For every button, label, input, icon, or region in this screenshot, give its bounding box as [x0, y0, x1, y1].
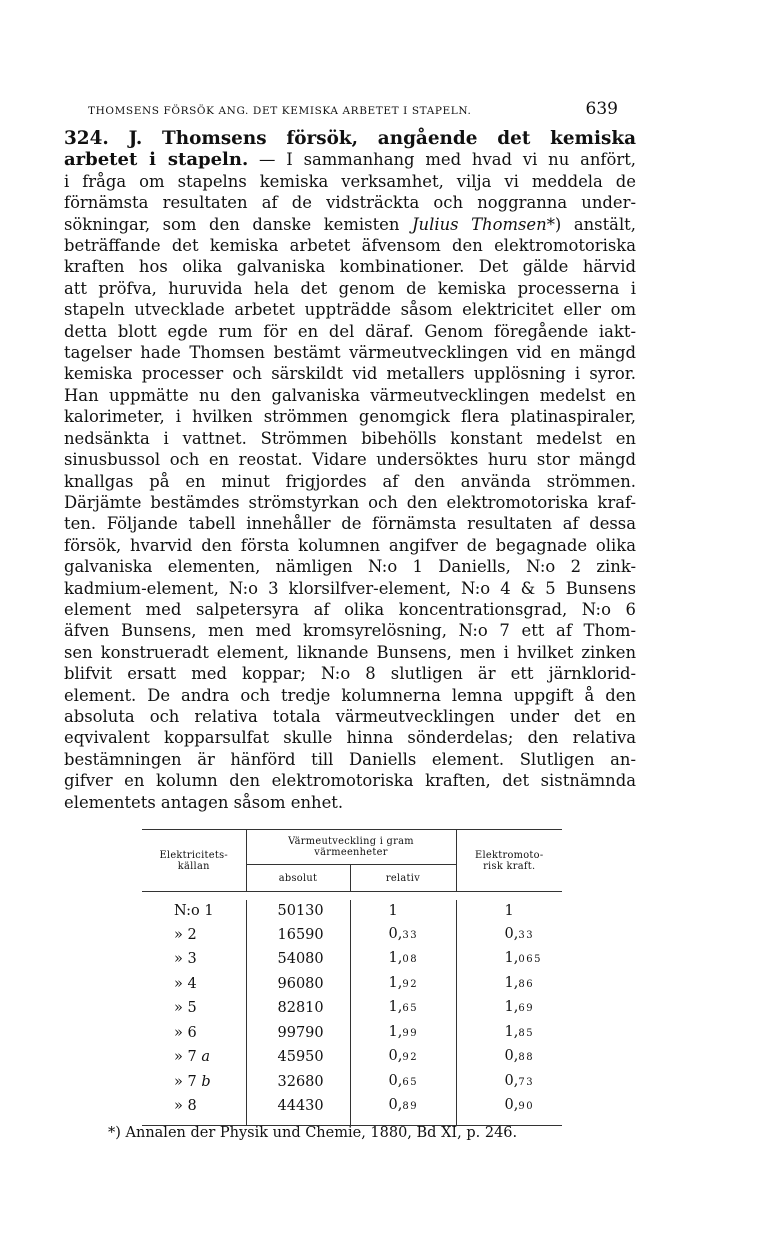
paragraph-line: knallgas på en minut frigjordes af den använda strömmen. — [64, 471, 636, 491]
header-relative: relativ — [350, 865, 456, 892]
source-cell: » 2 — [174, 926, 197, 943]
table-row — [142, 996, 562, 1021]
source-cell: » 4 — [174, 975, 197, 992]
source-cell: » 5 — [174, 1000, 197, 1016]
paragraph-line: element. De andra och tredje kolumnerna lemna uppgift å den — [64, 685, 636, 705]
emf-cell: 0,90 — [456, 1094, 562, 1119]
table-row — [142, 1070, 562, 1095]
relative-cell: 0,89 — [350, 1094, 456, 1119]
source-cell: » 8 — [174, 1098, 197, 1114]
source-cell: » 6 — [174, 1024, 197, 1041]
paragraph-line: absoluta och relativa totala värmeutvecklingen under det en — [64, 706, 636, 726]
emf-cell: 1,69 — [456, 996, 562, 1021]
absolute-cell: 82810 — [246, 996, 350, 1021]
source-cell: » 7 a — [174, 1049, 210, 1065]
absolute-cell: 50130 — [246, 900, 350, 923]
header-absolute: absolut — [246, 865, 350, 892]
table-body — [142, 900, 562, 1125]
relative-cell: 0,92 — [350, 1045, 456, 1070]
body-text — [64, 128, 636, 813]
header-heat: Värmeutveckling i gram värmeenheter — [246, 830, 456, 865]
source-cell: » 7 b — [174, 1073, 211, 1090]
relative-cell: 0,33 — [350, 923, 456, 948]
paragraph-line: kraften hos olika galvaniska kombinationer. Det gälde härvid — [64, 257, 636, 277]
paragraph-line: arbetet i stapeln. — I sammanhang med hvad vi nu anfört, — [64, 149, 636, 171]
relative-cell: 1,99 — [350, 1021, 456, 1046]
footnote: *) Annalen der Physik und Chemie, 1880, Bd XI, p. 246. — [108, 1125, 518, 1141]
paragraph-line: Därjämte bestämdes strömstyrkan och den elektromotoriska kraf- — [64, 492, 636, 512]
emf-cell: 1 — [456, 900, 562, 923]
absolute-cell: 44430 — [246, 1094, 350, 1119]
emf-cell: 0,88 — [456, 1045, 562, 1070]
section-heading — [64, 128, 636, 149]
source-cell: » 3 — [174, 951, 197, 967]
paragraph-line: sen konstrueradt element, liknande Bunsens, men i hvilket zinken — [64, 642, 636, 662]
paragraph-line: att pröfva, huruvida hela det genom de kemiska processerna i — [64, 278, 636, 298]
relative-cell: 1,08 — [350, 947, 456, 972]
running-title: THOMSENS FÖRSÖK ANG. DET KEMISKA ARBETET I STAPELN. — [88, 105, 472, 117]
paragraph-line: äfven Bunsens, men med kromsyrelösning, N:o 7 ett af Thom- — [64, 621, 636, 641]
page-number: 639 — [585, 99, 618, 119]
relative-cell: 1,65 — [350, 996, 456, 1021]
header-source: Elektricitets- källan — [142, 830, 246, 892]
table-row — [142, 923, 562, 948]
running-head — [88, 99, 618, 119]
emf-cell: 0,33 — [456, 923, 562, 948]
paragraph-line: ten. Följande tabell innehåller de förnämsta resultaten af dessa — [64, 514, 636, 534]
paragraph-line: förnämsta resultaten af de vidsträckta och noggranna under- — [64, 193, 636, 213]
paragraph-line: blifvit ersatt med koppar; N:o 8 slutligen är ett järnklorid- — [64, 664, 636, 684]
table-row — [142, 947, 562, 972]
paragraph-line: gifver en kolumn den elektromotoriska kraften, det sistnämnda — [64, 771, 636, 791]
paragraph-line: sinusbussol och en reostat. Vidare undersöktes huru stor mängd — [64, 450, 636, 470]
paragraph-line: sökningar, som den danske kemisten Julius Thomsen*) anstält, — [64, 214, 636, 234]
section-title-line2: arbetet i stapeln. — [64, 149, 249, 171]
header-emf: Elektromoto- risk kraft. — [456, 830, 562, 892]
paragraph-line: kadmium-element, N:o 3 klorsilfver-element, N:o 4 & 5 Bunsens — [64, 578, 636, 598]
absolute-cell: 45950 — [246, 1045, 350, 1070]
absolute-cell: 54080 — [246, 947, 350, 972]
section-number: 324. — [64, 128, 109, 149]
table-row — [142, 900, 562, 923]
paragraph-line: element med salpetersyra af olika koncentrationsgrad, N:o 6 — [64, 599, 636, 619]
table-row — [142, 1021, 562, 1046]
paragraph-line: kemiska processer och särskildt vid metallers upplösning i syror. — [64, 364, 636, 384]
emf-cell: 1,86 — [456, 972, 562, 997]
emf-cell: 0,73 — [456, 1070, 562, 1095]
paragraph-line: elementets antagen såsom enhet. — [64, 792, 344, 812]
table-row — [142, 1094, 562, 1119]
absolute-cell: 99790 — [246, 1021, 350, 1046]
paragraph-line: galvaniska elementen, nämligen N:o 1 Daniells, N:o 2 zink- — [64, 557, 636, 577]
section-title-line1: J. Thomsens försök, angående det kemiska — [128, 128, 636, 149]
paragraph-line: bestämningen är hänförd till Daniells element. Slutligen an- — [64, 749, 636, 769]
absolute-cell: 96080 — [246, 972, 350, 997]
paragraph-line: beträffande det kemiska arbetet äfvensom den elektromotoriska — [64, 236, 636, 256]
paragraph-line: nedsänkta i vattnet. Strömmen bibehölls konstant medelst en — [64, 428, 636, 448]
paragraph-line: Han uppmätte nu den galvaniska värmeutvecklingen medelst en — [64, 385, 636, 405]
paragraph-line: kalorimeter, i hvilken strömmen genomgick flera platinaspiraler, — [64, 407, 636, 427]
paragraph-line: i fråga om stapelns kemiska verksamhet, vilja vi meddela de — [64, 171, 636, 191]
paragraph-line: försök, hvarvid den första kolumnen angifver de begagnade olika — [64, 535, 636, 555]
relative-cell: 1 — [350, 900, 456, 923]
relative-cell: 1,92 — [350, 972, 456, 997]
results-table — [142, 829, 562, 1126]
paragraph-line: eqvivalent kopparsulfat skulle hinna sönderdelas; den relativa — [64, 728, 636, 748]
emf-cell: 1,85 — [456, 1021, 562, 1046]
source-cell: N:o 1 — [174, 903, 214, 919]
author-name: Julius Thomsen* — [411, 214, 555, 234]
table-row — [142, 1045, 562, 1070]
paragraph-line: tagelser hade Thomsen bestämt värmeutvecklingen vid en mängd — [64, 343, 636, 363]
emf-cell: 1,065 — [456, 947, 562, 972]
paragraph-line: stapeln utvecklade arbetet uppträdde såsom elektricitet eller om — [64, 300, 636, 320]
absolute-cell: 32680 — [246, 1070, 350, 1095]
relative-cell: 0,65 — [350, 1070, 456, 1095]
table-row — [142, 972, 562, 997]
absolute-cell: 16590 — [246, 923, 350, 948]
paragraph-line: detta blott egde rum för en del däraf. Genom föregående iakt- — [64, 321, 636, 341]
